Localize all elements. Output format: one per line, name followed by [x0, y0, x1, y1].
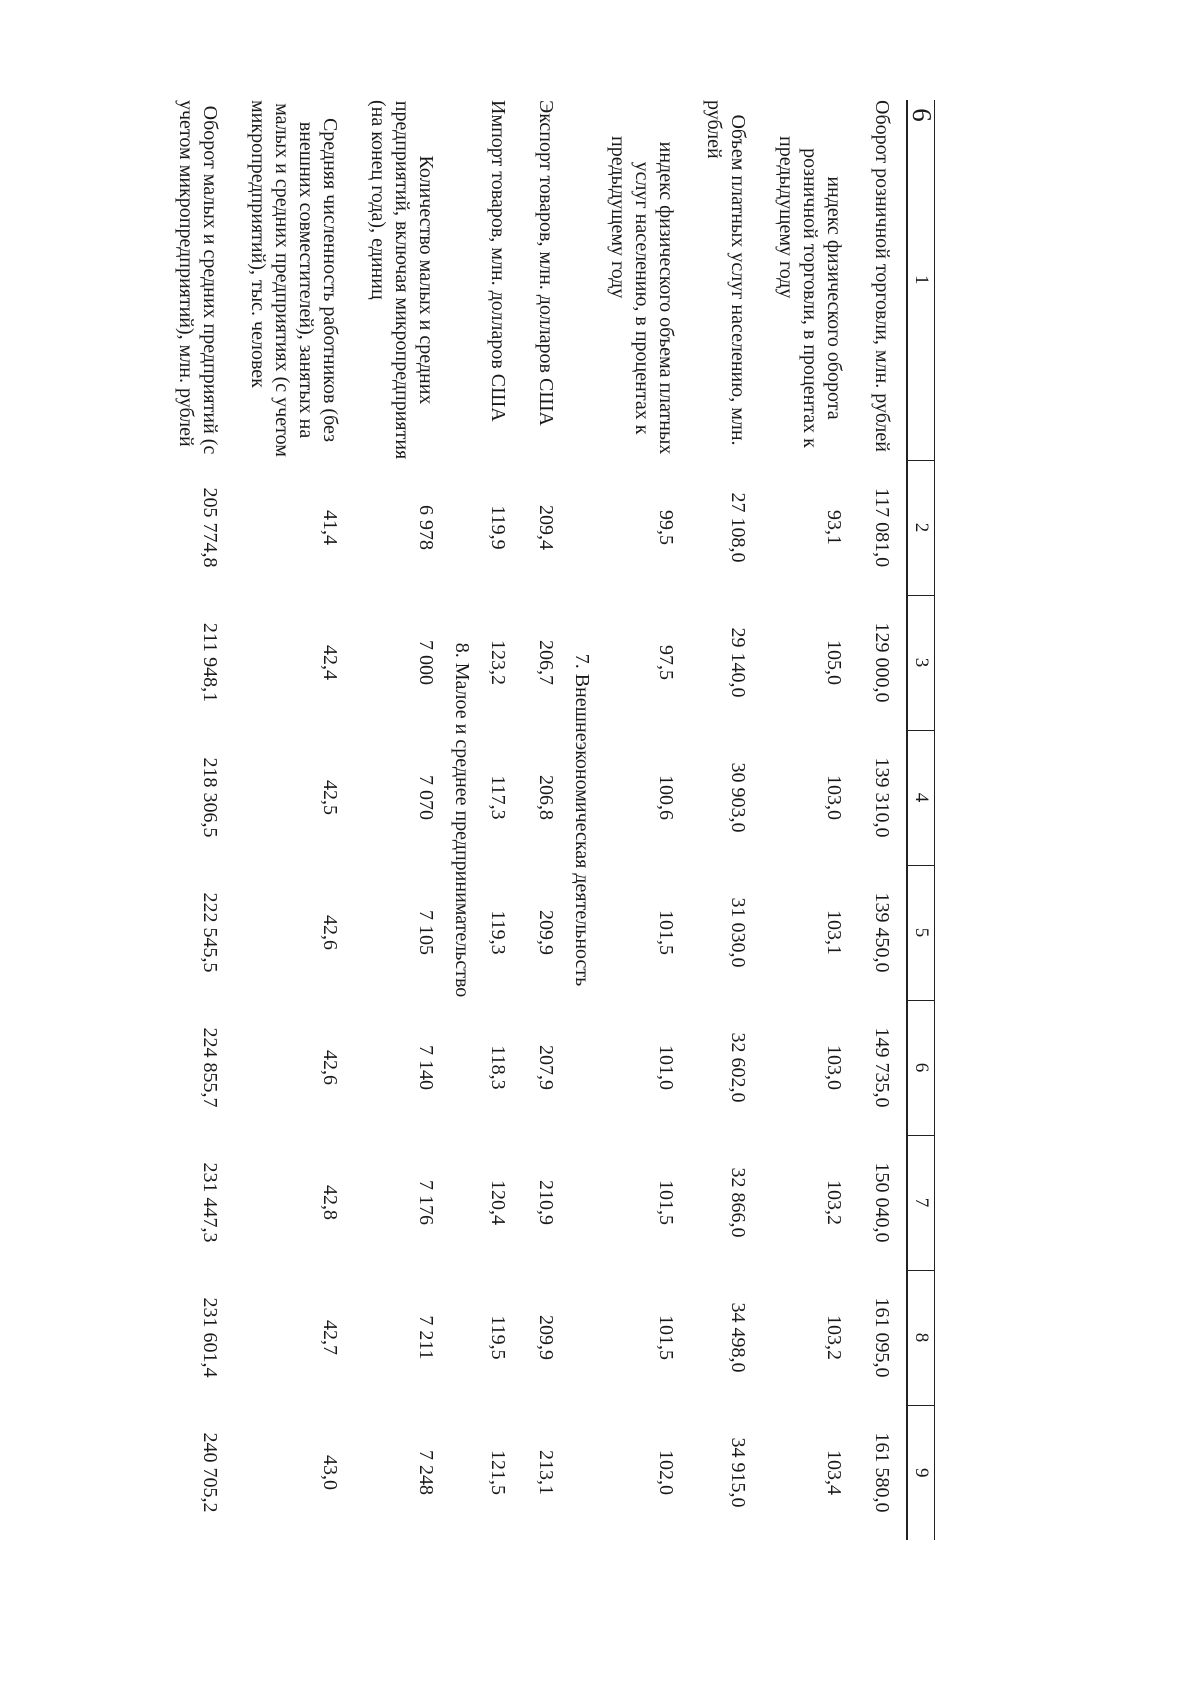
table-cell: 119,5	[487, 1315, 509, 1360]
table-cell: 117 081,0	[871, 487, 893, 568]
table-cell: 205 774,8	[199, 487, 221, 568]
table-cell: 30 903,0	[727, 762, 749, 833]
table-cell: 119,9	[487, 505, 509, 550]
table-cell: 119,3	[487, 910, 509, 955]
table-cell: 129 000,0	[871, 622, 893, 703]
table-cell: 42,7	[319, 1320, 341, 1355]
table-cell: 224 855,7	[199, 1027, 221, 1108]
row-label: Импорт товаров, млн. долларов США	[487, 100, 509, 422]
table-cell: 103,0	[823, 775, 845, 820]
row-label: Количество малых и средних предприятий, включая микропредприятия (на конец года), единиц	[367, 100, 437, 460]
column-header: 2	[907, 460, 935, 595]
row-label: Объем платных услуг населению, млн. рублей	[703, 100, 749, 446]
table-row	[354, 100, 450, 1540]
table-row	[474, 100, 522, 1540]
table-cell: 123,2	[487, 640, 509, 685]
table-cell: 43,0	[319, 1455, 341, 1490]
section-title: 8. Малое и среднее предпринимательство	[451, 642, 473, 998]
table-cell: 222 545,5	[199, 892, 221, 973]
table-cell: 206,8	[535, 775, 557, 820]
table-cell: 120,4	[487, 1180, 509, 1225]
table-cell: 7 248	[415, 1450, 437, 1495]
column-header: 3	[907, 595, 935, 730]
row-label: индекс физического оборота розничной торговли, в процентах к предыдущему году	[775, 136, 845, 448]
table-cell: 209,4	[535, 505, 557, 550]
table-cell: 42,4	[319, 645, 341, 680]
table-cell: 211 948,1	[199, 622, 221, 703]
table-cell: 231 447,3	[199, 1162, 221, 1243]
row-label: Экспорт товаров, млн. долларов США	[535, 100, 557, 426]
table-cell: 209,9	[535, 1315, 557, 1360]
table-cell: 103,2	[823, 1315, 845, 1360]
table-cell: 231 601,4	[199, 1297, 221, 1378]
indicators-table	[162, 100, 935, 1540]
table-cell: 103,4	[823, 1450, 845, 1495]
table-cell: 150 040,0	[871, 1162, 893, 1243]
column-header: 8	[907, 1270, 935, 1405]
section-header-row	[450, 100, 474, 1540]
column-header: 4	[907, 730, 935, 865]
table-cell: 34 915,0	[727, 1437, 749, 1508]
table-cell: 103,1	[823, 910, 845, 955]
table-cell: 7 211	[415, 1315, 437, 1360]
table-cell: 102,0	[655, 1450, 677, 1495]
table-cell: 149 735,0	[871, 1027, 893, 1108]
rotated-table-container	[175, 100, 935, 1540]
table-row	[594, 100, 690, 1540]
table-cell: 117,3	[487, 775, 509, 820]
table-cell: 41,4	[319, 510, 341, 545]
table-row	[690, 100, 762, 1540]
row-label: Оборот малых и средних предприятий (с учетом микропредприятий), млн. рублей	[175, 100, 221, 455]
table-row	[162, 100, 234, 1540]
table-cell: 206,7	[535, 640, 557, 685]
column-header: 1	[907, 100, 935, 460]
section-title: 7. Внешнеэкономическая деятельность	[571, 653, 593, 987]
table-cell: 161 095,0	[871, 1297, 893, 1378]
table-cell: 29 140,0	[727, 627, 749, 698]
table-cell: 6 978	[415, 505, 437, 550]
table-cell: 99,5	[655, 510, 677, 545]
table-cell: 42,6	[319, 915, 341, 950]
table-header-row	[907, 100, 935, 1540]
table-cell: 240 705,2	[199, 1432, 221, 1513]
table-cell: 101,5	[655, 910, 677, 955]
row-label: Оборот розничной торговли, млн. рублей	[871, 100, 893, 452]
column-header: 7	[907, 1135, 935, 1270]
page-number: 6	[907, 108, 937, 122]
table-cell: 100,6	[655, 775, 677, 820]
table-cell: 7 140	[415, 1045, 437, 1090]
column-header: 9	[907, 1405, 935, 1540]
table-cell: 209,9	[535, 910, 557, 955]
table-row	[858, 100, 907, 1540]
table-cell: 218 306,5	[199, 757, 221, 838]
table-cell: 161 580,0	[871, 1432, 893, 1513]
column-header: 5	[907, 865, 935, 1000]
table-cell: 210,9	[535, 1180, 557, 1225]
table-cell: 103,0	[823, 1045, 845, 1090]
table-cell: 32 602,0	[727, 1032, 749, 1103]
table-cell: 31 030,0	[727, 897, 749, 968]
table-cell: 103,2	[823, 1180, 845, 1225]
row-label: индекс физического объема платных услуг населению, в процентах к предыдущему году	[607, 136, 677, 455]
table-cell: 34 498,0	[727, 1302, 749, 1373]
table-cell: 139 310,0	[871, 757, 893, 838]
table-cell: 97,5	[655, 645, 677, 680]
table-cell: 207,9	[535, 1045, 557, 1090]
row-label: Средняя численность работников (без внешних совместителей), занятых на малых и средних предприятиях (с учетом микропредприятий), тыс. человек	[247, 100, 341, 457]
table-cell: 121,5	[487, 1450, 509, 1495]
table-cell: 42,8	[319, 1185, 341, 1220]
table-cell: 105,0	[823, 640, 845, 685]
table-cell: 7 105	[415, 910, 437, 955]
table-cell: 42,5	[319, 780, 341, 815]
table-row	[522, 100, 570, 1540]
table-cell: 213,1	[535, 1450, 557, 1495]
table-cell: 7 176	[415, 1180, 437, 1225]
table-cell: 7 070	[415, 775, 437, 820]
table-cell: 101,5	[655, 1315, 677, 1360]
table-cell: 27 108,0	[727, 492, 749, 563]
column-header: 6	[907, 1000, 935, 1135]
section-header-row	[570, 100, 594, 1540]
table-row	[234, 100, 354, 1540]
table-row	[762, 100, 858, 1540]
table-cell: 7 000	[415, 640, 437, 685]
table-cell: 101,0	[655, 1045, 677, 1090]
table-cell: 139 450,0	[871, 892, 893, 973]
table-cell: 93,1	[823, 510, 845, 545]
table-cell: 118,3	[487, 1045, 509, 1090]
table-cell: 101,5	[655, 1180, 677, 1225]
table-cell: 32 866,0	[727, 1167, 749, 1238]
table-cell: 42,6	[319, 1050, 341, 1085]
